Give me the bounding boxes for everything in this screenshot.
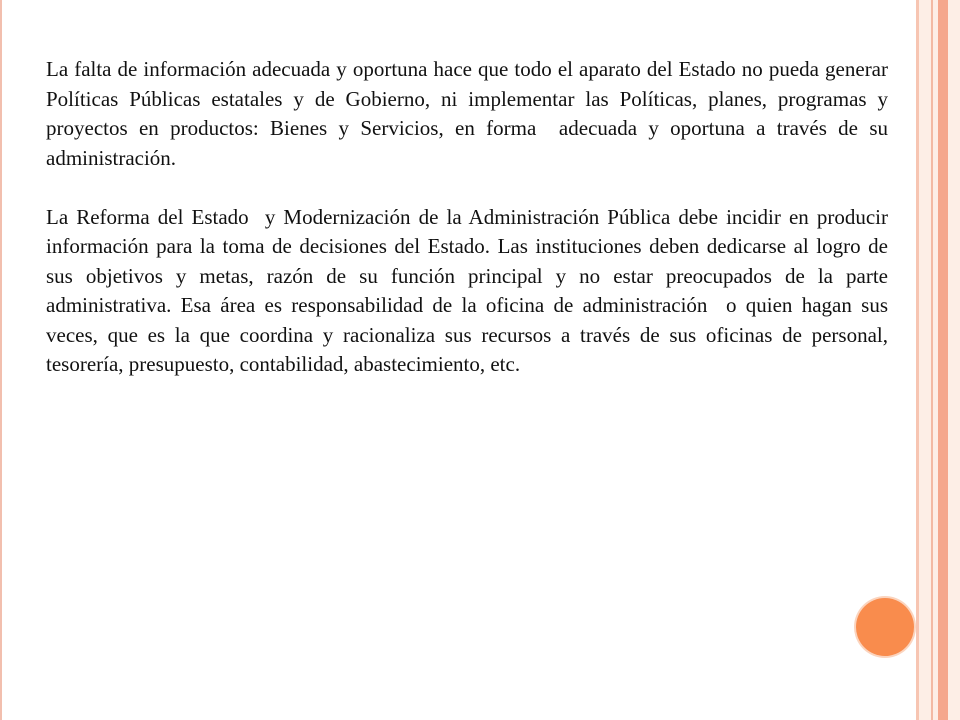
left-border-line [0, 0, 6, 720]
stripe [948, 0, 960, 720]
paragraph-informacion: La falta de información adecuada y oportuna hace que todo el aparato del Estado no pueda generar Políticas Públicas estatales y de Gobierno, ni implementar las Políticas, planes, programas y proyectos en productos: Bienes y Servicios, en forma adecuada y oportuna a través de su administración. [46, 57, 894, 170]
decorative-right-stripes [916, 0, 960, 720]
paragraph-reforma: La Reforma del Estado y Modernización de la Administración Pública debe incidir en producir información para la toma de decisiones del Estado. Las instituciones deben dedicarse al logro de sus objetivos y metas, razón de su función principal y no estar preocupados de la parte administrativa. Esa área es responsabilidad de la oficina de administración o quien hagan sus veces, que es la que coordina y racionaliza sus recursos a través de sus oficinas de personal, tesorería, presupuesto, contabilidad, abastecimiento, etc. [46, 204, 894, 376]
decorative-orange-circle [856, 598, 914, 656]
stripe [938, 0, 948, 720]
slide-body [46, 55, 894, 380]
stripe [919, 0, 931, 720]
